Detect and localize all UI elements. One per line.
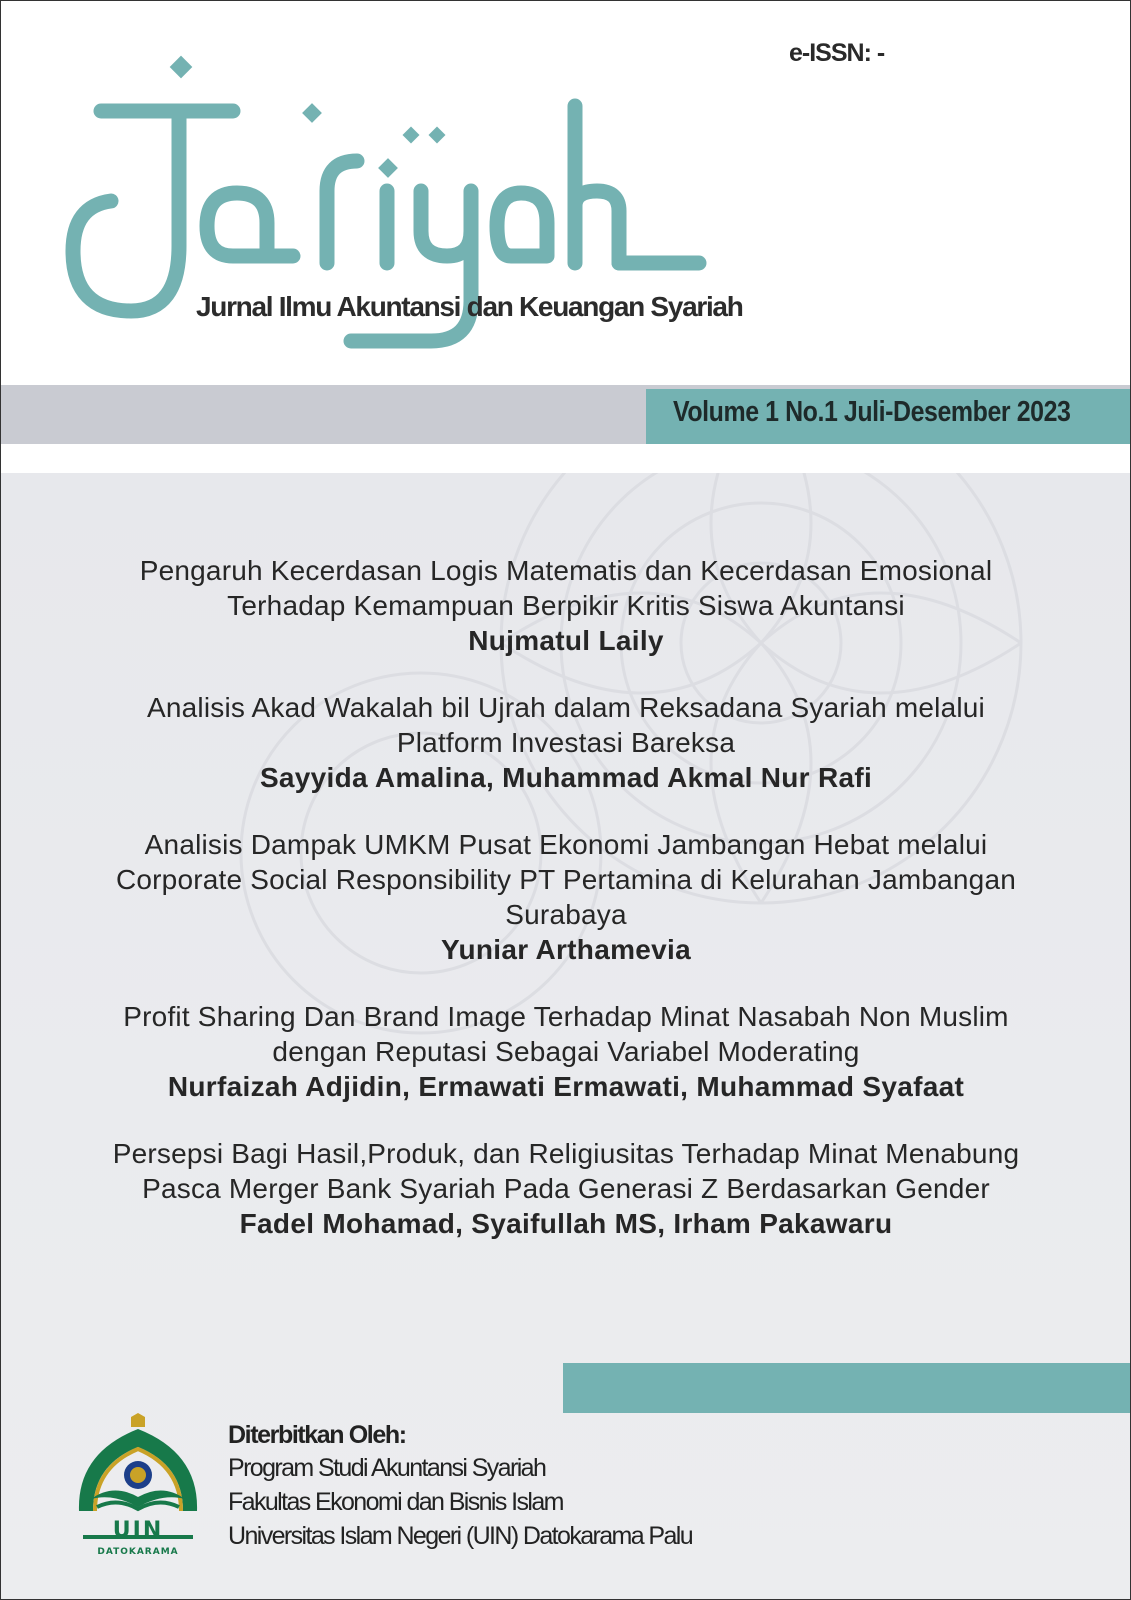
article-title-line: Terhadap Kemampuan Berpikir Kritis Siswa Akuntansi — [227, 590, 905, 621]
article-authors: Nurfaizah Adjidin, Ermawati Ermawati, Muhammad Syafaat — [167, 1071, 965, 1102]
article-authors: Yuniar Arthamevia — [441, 934, 691, 965]
article-authors: Fadel Mohamad, Syaifullah MS, Irham Pakawaru — [239, 1208, 893, 1239]
article-title-line: Pengaruh Kecerdasan Logis Matematis dan Kecerdasan Emosional — [139, 555, 993, 586]
publisher-label: Diterbitkan Oleh: — [228, 1421, 406, 1449]
footer-teal-band — [563, 1363, 1131, 1413]
article-title-line: Surabaya — [505, 899, 627, 930]
article-title-line: Analisis Akad Wakalah bil Ujrah dalam Reksadana Syariah melalui — [147, 692, 985, 723]
article-entry — [41, 999, 1091, 1105]
article-title-line: dengan Reputasi Sebagai Variabel Moderating — [272, 1036, 860, 1067]
publisher-line: Fakultas Ekonomi dan Bisnis Islam — [228, 1488, 563, 1516]
article-title-line: Pasca Merger Bank Syariah Pada Generasi Z Berdasarkan Gender — [142, 1173, 990, 1204]
article-title-line: Profit Sharing Dan Brand Image Terhadap Minat Nasabah Non Muslim — [123, 1001, 1009, 1032]
article-entry — [41, 827, 1091, 968]
article-title-line: Corporate Social Responsibility PT Pertamina di Kelurahan Jambangan — [115, 864, 1017, 895]
publisher-block — [228, 1419, 692, 1553]
article-title-line: Platform Investasi Bareksa — [396, 727, 736, 758]
article-entry — [41, 553, 1091, 659]
issn-label: e-ISSN: - — [789, 39, 885, 67]
article-title-line: Persepsi Bagi Hasil,Produk, dan Religiusitas Terhadap Minat Menabung — [112, 1138, 1020, 1169]
article-authors: Sayyida Amalina, Muhammad Akmal Nur Rafi — [259, 762, 873, 793]
article-entry — [41, 690, 1091, 796]
article-list — [41, 553, 1091, 1273]
uin-logo-caption: DATOKARAMA — [97, 1547, 179, 1557]
uin-logo-text: UIN — [112, 1518, 164, 1543]
volume-label: Volume 1 No.1 Juli-Desember 2023 — [673, 396, 1071, 428]
article-title-line: Analisis Dampak UMKM Pusat Ekonomi Jambangan Hebat melalui — [144, 829, 988, 860]
article-authors: Nujmatul Laily — [468, 625, 664, 656]
publisher-line: Universitas Islam Negeri (UIN) Datokarama Palu — [228, 1522, 693, 1550]
publisher-line: Program Studi Akuntansi Syariah — [228, 1454, 546, 1482]
article-entry — [41, 1136, 1091, 1242]
journal-subtitle: Jurnal Ilmu Akuntansi dan Keuangan Syariah — [196, 291, 743, 322]
